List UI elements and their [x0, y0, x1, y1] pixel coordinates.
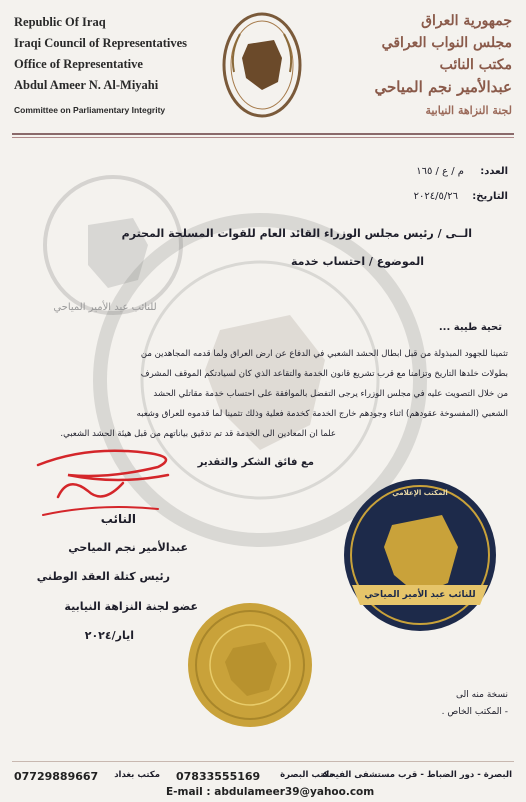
- body-line: تثمينا للجهود المبذولة من قبل ابطال الحشد الشعبي في الدفاع عن ارض العراق ولما قدمه المجاهدين من: [140, 349, 508, 359]
- copies-title: نسخة منه الى: [456, 690, 508, 700]
- header-ar-line: جمهورية العراق: [421, 13, 512, 29]
- footer-email: E-mail : abdulameer39@yahoo.com: [166, 786, 375, 798]
- body-line: علما ان المعادين الى الخدمة قد تم تدقيق بياناتهم من قبل هيئة الحشد الشعبي.: [60, 429, 336, 439]
- header-divider: [12, 133, 514, 135]
- body-line: الشعبي (المفسوخة عقودهم) اثناء وجودهم خارج الخدمة كخدمة فعلية وذلك تثمينا لما قدموه للعراق وشعبه: [136, 409, 508, 419]
- header-en-line: Iraqi Council of Representatives: [14, 36, 188, 50]
- faint-office-stamp: [38, 170, 188, 320]
- header-en-line: Abdul Ameer N. Al-Miyahi: [14, 78, 159, 92]
- header-ar-line: مجلس النواب العراقي: [381, 35, 512, 51]
- header-divider-thin: [12, 137, 514, 138]
- watermark-ribbon-text: للنائب عبد الأمير المياحي: [53, 302, 157, 313]
- subject: الموضوع / احتساب خدمة: [290, 255, 424, 268]
- body-line: من خلال التصويت عليه في مجلس الوزراء يرجى التفضل بالموافقة على احتساب خدمة مقاتلي الحشد: [153, 389, 508, 399]
- date-label: التاريخ:: [472, 191, 508, 202]
- header-ar-line: عبدالأمير نجم المياحي: [374, 78, 512, 96]
- signer-committee: عضو لجنة النزاهة النيابية: [64, 600, 198, 613]
- signature-date: ايار/٢٠٢٤: [84, 629, 134, 642]
- header-en-line: Office of Representative: [14, 57, 143, 71]
- number-label: العدد:: [480, 166, 508, 177]
- footer-address: البصرة - دور الضباط - قرب مستشفى الفيحاء: [321, 770, 512, 780]
- badge-ribbon-text: للنائب عبد الأمير المياحي: [364, 590, 476, 600]
- footer-baghdad-phone: 07729889667: [14, 770, 99, 783]
- gold-seal: [185, 600, 315, 730]
- body-line: بطولات خلدها التاريخ وتزامنا مع قرب تشريع قانون الخدمة والتقاعد الذي كان لسيادتكم الموقف المشرف: [140, 369, 508, 379]
- media-office-badge: [340, 475, 500, 635]
- date-value: ٢٠٢٤/٥/٢٦: [413, 191, 458, 202]
- header-en-line: Republic Of Iraq: [14, 15, 106, 29]
- badge-top-label: المكتب الإعلامي: [392, 489, 448, 497]
- footer-baghdad-label: مكتب بغداد: [114, 770, 160, 780]
- footer-basra-label: مكتب البصرة: [280, 770, 334, 780]
- number-value: م / ع / ١٦٥: [416, 166, 464, 177]
- header-arabic: [322, 10, 512, 122]
- signer-bloc: رئيس كتلة العقد الوطني: [36, 570, 170, 583]
- header-english: [14, 12, 214, 121]
- parliament-emblem: [222, 12, 302, 118]
- copies-item: - المكتب الخاص .: [441, 707, 508, 717]
- closing: مع فائق الشكر والتقدير: [197, 457, 314, 468]
- signer-role: النائب: [100, 512, 136, 526]
- footer-basra-phone: 07833555169: [176, 770, 261, 783]
- footer-divider: [12, 761, 514, 762]
- addressee: الــى / رئيس مجلس الوزراء القائد العام للقوات المسلحة المحترم: [121, 227, 472, 240]
- greeting: تحية طيبة ...: [438, 322, 502, 333]
- header-en-committee: Committee on Parliamentary Integrity: [14, 105, 166, 115]
- header-ar-line: مكتب النائب: [439, 57, 512, 73]
- signer-name: عبدالأمير نجم المياحي: [68, 541, 188, 554]
- header-ar-committee: لجنة النزاهة النيابية: [425, 104, 512, 117]
